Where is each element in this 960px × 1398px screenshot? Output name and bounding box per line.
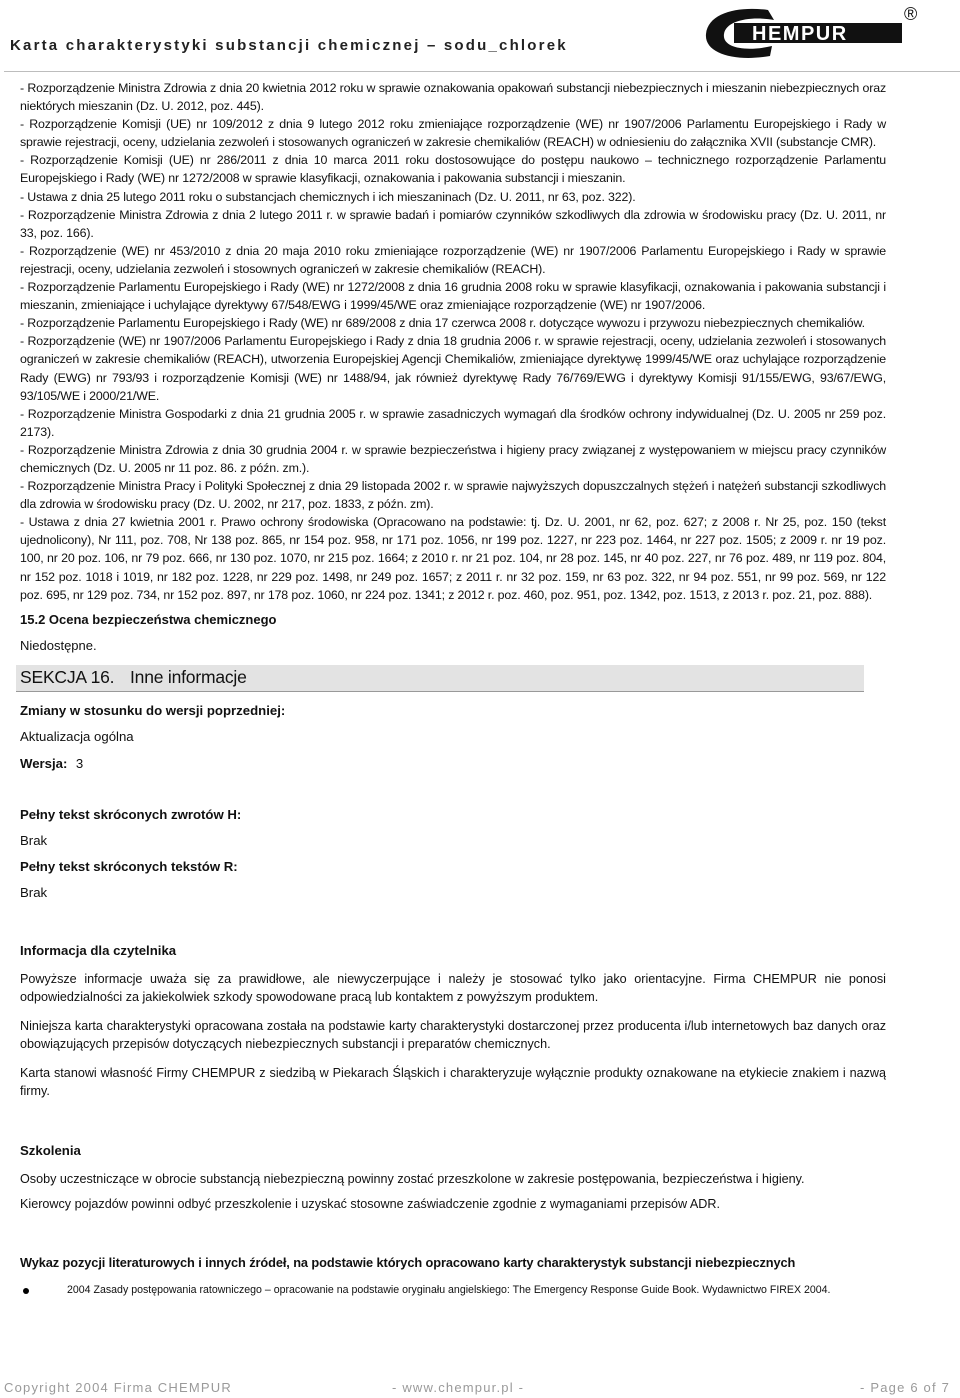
regulations-list	[20, 79, 886, 604]
section-15-2-text: Niedostępne.	[20, 637, 97, 653]
version-row	[20, 755, 886, 773]
footer-copyright: Copyright 2004 Firma CHEMPUR	[4, 1380, 232, 1395]
document-title: Karta charakterystyki substancji chemicznej – sodu_chlorek	[10, 37, 568, 54]
regulation-item: - Rozporządzenie Komisji (UE) nr 109/2012 z dnia 9 lutego 2012 roku zmieniające rozporządzenie (WE) nr 1907/2006 Parlamentu Europejskiego i Rady w sprawie rejestracji, oceny, udzielania zezwoleń i stosowanych ograniczeń w zakresie chemikaliów (REACH) w odniesieniu do załącznika XVII (substancje CMR).	[20, 117, 886, 150]
regulation-item: - Ustawa z dnia 25 lutego 2011 roku o substancjach chemicznych i ich mieszaninach (Dz. U. 2011, nr 63, poz. 322).	[20, 189, 636, 204]
regulation-item: - Rozporządzenie Komisji (UE) nr 286/2011 z dnia 10 marca 2011 roku dostosowujące do postępu naukowo – technicznego rozporządzenie Parlamentu Europejskiego i Rady (WE) nr 1272/2008 w sprawie klasyfikacji, oznakowania i pakowania substancji i mieszanin.	[20, 153, 886, 186]
training-paragraph: Kierowcy pojazdów powinni odbyć przeszkolenie i uzyskać stosowne zaświadczenie zgodnie z wymaganiami przepisów ADR.	[20, 1197, 720, 1212]
regulation-item: - Rozporządzenie Ministra Gospodarki z dnia 21 grudnia 2005 r. w sprawie zasadniczych wymagań dla środków ochrony indywidualnej (Dz. U. 2005 nr 259 poz. 2173).	[20, 406, 886, 439]
document-body	[20, 79, 886, 1297]
regulation-item: - Rozporządzenie Parlamentu Europejskiego i Rady (WE) nr 1272/2008 z dnia 16 grudnia 2008 roku w sprawie klasyfikacji, oznakowania i pakowania substancji i mieszanin, zmieniające i uchylające dyrektywy 67/548/EWG i 1999/45/WE oraz zmieniające rozporządzenie (WE) nr 1907/2006.	[20, 280, 886, 313]
regulation-item: - Rozporządzenie Ministra Zdrowia z dnia 30 grudnia 2004 r. w sprawie bezpieczeństwa i higieny pracy związanej z występowaniem w miejscu pracy czynników chemicznych (Dz. U. 2005 nr 11 poz. 86. z późn. zm.).	[20, 442, 886, 475]
reader-info-paragraph: Powyższe informacje uważa się za prawidłowe, ale niewyczerpujące i należy je stosować tylko jako orientacyjne. Firma CHEMPUR nie ponosi odpowiedzialności za jakiekolwiek szkody spowodowane pracą lub kontaktem z powyższym produktem.	[20, 971, 886, 1005]
footer-website: - www.chempur.pl -	[392, 1380, 525, 1395]
version-value: 3	[75, 755, 84, 771]
footer-page-number: - Page 6 of 7	[860, 1380, 951, 1395]
section-15-2-heading: 15.2 Ocena bezpieczeństwa chemicznego	[20, 611, 277, 627]
regulation-item: - Ustawa z dnia 27 kwietnia 2001 r. Prawo ochrony środowiska (Opracowano na podstawie: tj. Dz. U. 2001, nr 62, poz. 627; z 2008 r. Nr 25, poz. 150 (tekst ujednolicony), Nr 111, poz. 708, Nr 138 poz. 865, nr 154 poz. 958, nr 171 poz. 1056, nr 199 poz. 1227, nr 223 poz. 1464, nr 227 poz. 1505; z 2009 r. nr 19 poz. 100, nr 20 poz. 106, nr 79 poz. 666, nr 130 poz. 1070, nr 215 poz. 1664; z 2010 r. nr 21 poz. 104, nr 28 poz. 145, nr 40 poz. 227, nr 76 poz. 489, nr 119 poz. 804, nr 152 poz. 1018 i 1019, nr 182 poz. 1228, nr 229 poz. 1498, nr 249 poz. 1657; z 2011 r. nr 32 poz. 159, nr 63 poz. 322, nr 94 poz. 551, nr 99 poz. 569, nr 122 poz. 695, nr 129 poz. 734, nr 152 poz. 897, nr 178 poz. 1060, nr 224 poz. 1341; z 2012 r. poz. 460, poz. 951, poz. 1342, poz. 1513, z 2013 r. poz. 21, poz. 888).	[20, 515, 886, 602]
literature-label: Wykaz pozycji literaturowych i innych źródeł, na podstawie których opracowano karty charakterystyk substancji niebezpiecznych	[20, 1254, 796, 1270]
regulation-item: - Rozporządzenie (WE) nr 1907/2006 Parlamentu Europejskiego i Rady z dnia 18 grudnia 2006 r. w sprawie rejestracji, oceny, udzielania zezwoleń i stosowanych ograniczeń w zakresie chemikaliów (REACH), utworzenia Europejskiej Agencji Chemikaliów, zmieniające dyrektywę 1999/45/WE oraz uchylające rozporządzenie Rady (EWG) nr 793/93 i rozporządzenie Komisji (WE) nr 1488/94, jak również dyrektywę Rady 76/769/EWG i dyrektywy Komisji 91/155/EWG, 93/67/EWG, 93/105/WE i 2000/21/WE.	[20, 334, 886, 403]
regulation-item: - Rozporządzenie Ministra Zdrowia z dnia 2 lutego 2011 r. w sprawie badań i pomiarów czynników szkodliwych dla zdrowia w środowisku pracy (Dz. U. 2011, nr 33, poz. 166).	[20, 207, 886, 240]
regulation-item: - Rozporządzenie (WE) nr 453/2010 z dnia 20 maja 2010 roku zmieniające rozporządzenie (WE) nr 1907/2006 Parlamentu Europejskiego i Rady w sprawie rejestracji, oceny, udzielania zezwoleń i stosownych ograniczeń w zakresie chemikaliów (REACH).	[20, 243, 886, 276]
changes-label: Zmiany w stosunku do wersji poprzedniej:	[20, 702, 286, 718]
regulation-item: - Rozporządzenie Parlamentu Europejskiego i Rady (WE) nr 689/2008 z dnia 17 czerwca 2008 r. dotyczące wywozu i przywozu niebezpiecznych chemikaliów.	[20, 316, 865, 331]
section-16-header	[16, 665, 864, 692]
reader-info-paragraph: Niniejsza karta charakterystyki opracowana została na podstawie karty charakterystyki dostarczonej przez producenta i/lub internetowych baz danych oraz obowiązujących przepisów dotyczących niebezpiecznych substancji i preparatów chemicznych.	[20, 1018, 886, 1052]
r-phrases-value: Brak	[20, 884, 48, 900]
literature-item-text: 2004 Zasady postępowania ratowniczego – opracowanie na podstawie oryginału angielskiego: The Emergency Response Guide Book. Wydawnictwo FIREX 2004.	[67, 1283, 831, 1296]
version-label: Wersja:	[20, 755, 68, 771]
literature-item	[20, 1284, 886, 1297]
regulation-item: - Rozporządzenie Ministra Zdrowia z dnia 20 kwietnia 2012 roku w sprawie oznakowania opakowań substancji niebezpiecznych i mieszanin niebezpiecznych oraz niektórych mieszanin (Dz. U. 2012, poz. 445).	[20, 81, 886, 114]
bullet-icon	[23, 1288, 29, 1294]
page-footer	[0, 1378, 960, 1398]
header-divider	[4, 71, 960, 72]
svg-text:HEMPUR: HEMPUR	[752, 23, 848, 45]
section-number: SEKCJA 16.	[20, 667, 115, 688]
training-paragraph: Osoby uczestniczące w obrocie substancją niebezpieczną powinny zostać przeszkolone w zakresie postępowania, bezpieczeństwa i higieny.	[20, 1171, 805, 1186]
h-phrases-label: Pełny tekst skróconych zwrotów H:	[20, 806, 242, 822]
reader-info-paragraph: Karta stanowi własność Firmy CHEMPUR z siedzibą w Piekarach Śląskich i charakteryzuje wyłącznie produkty oznakowane na etykiecie znakiem i nazwą firmy.	[20, 1065, 886, 1099]
training-label: Szkolenia	[20, 1142, 81, 1158]
page-header	[0, 0, 960, 72]
chempur-logo	[700, 4, 918, 64]
section-title: Inne informacje	[130, 667, 247, 688]
changes-value: Aktualizacja ogólna	[20, 728, 134, 744]
reader-info-label: Informacja dla czytelnika	[20, 942, 177, 958]
regulation-item: - Rozporządzenie Ministra Pracy i Polityki Społecznej z dnia 29 listopada 2002 r. w sprawie najwyższych dopuszczalnych stężeń i natężeń substancji szkodliwych dla zdrowia w środowisku pracy (Dz. U. 2002, nr 217, poz. 1833, z późn. zm).	[20, 479, 886, 512]
h-phrases-value: Brak	[20, 832, 48, 848]
r-phrases-label: Pełny tekst skróconych tekstów R:	[20, 858, 238, 874]
svg-text:®: ®	[904, 4, 918, 24]
